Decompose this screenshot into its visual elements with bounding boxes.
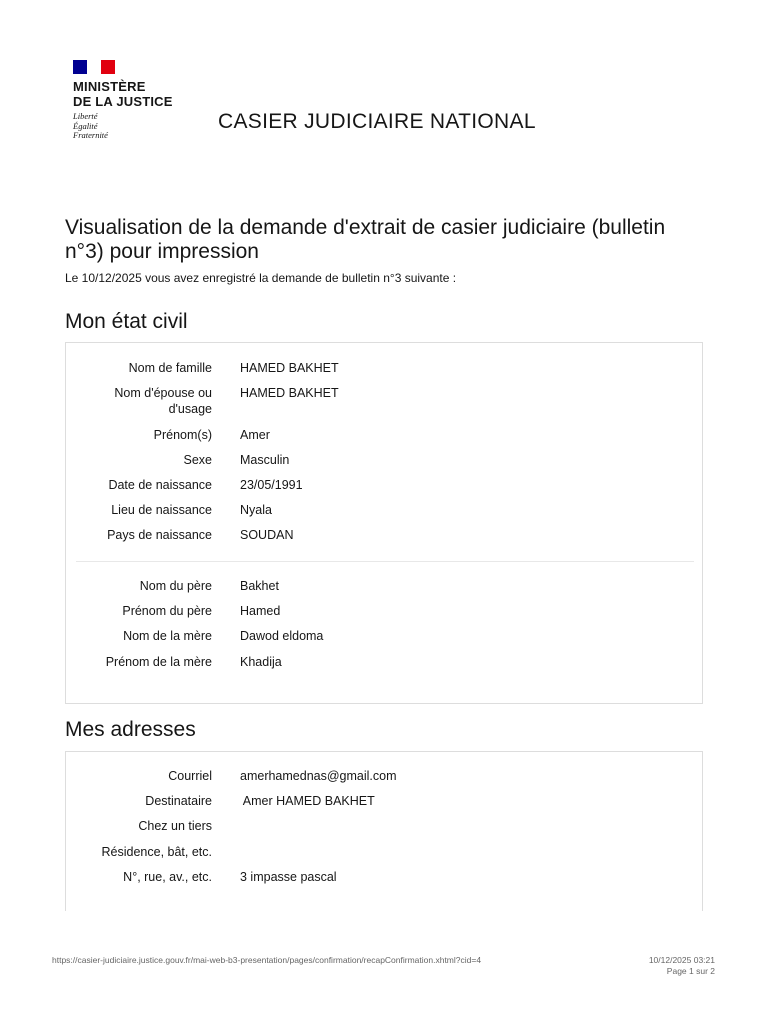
divider <box>76 561 694 562</box>
field-label: Prénom du père <box>122 604 212 618</box>
motto <box>73 112 200 141</box>
marianne-flag-icon <box>73 60 115 74</box>
field-label: Chez un tiers <box>138 819 212 833</box>
ministry-name-line1: MINISTÈRE <box>73 79 146 94</box>
field-value: Bakhet <box>240 579 279 593</box>
field-value: Dawod eldoma <box>240 629 324 643</box>
field-value: Nyala <box>240 503 272 517</box>
field-label: Nom de famille <box>128 361 212 375</box>
field-value: Khadija <box>240 655 282 669</box>
field-label: Courriel <box>168 769 212 783</box>
field-value: SOUDAN <box>240 528 294 542</box>
field-value: Amer <box>240 428 270 442</box>
field-label: N°, rue, av., etc. <box>123 870 212 884</box>
section-title-civil: Mon état civil <box>65 310 188 333</box>
site-title: CASIER JUDICIAIRE NATIONAL <box>218 110 536 133</box>
field-label: Nom d'épouse ou d'usage <box>114 386 212 416</box>
motto-egalite: Égalité <box>73 120 98 131</box>
field-label: Nom de la mère <box>123 629 212 643</box>
footer-url: https://casier-judiciaire.justice.gouv.fr/mai-web-b3-presentation/pages/confirmation/recapConfirmation.xhtml?cid=4 <box>52 955 482 965</box>
field-label: Prénom(s) <box>153 428 212 442</box>
field-label: Lieu de naissance <box>111 503 212 517</box>
civil-status-panel <box>65 342 703 704</box>
field-label: Nom du père <box>139 579 212 593</box>
field-value: Masculin <box>240 453 290 467</box>
field-value: Hamed <box>240 604 281 618</box>
ministry-name-line2: DE LA JUSTICE <box>73 94 173 109</box>
footer-page-number: Page 1 sur 2 <box>666 966 715 976</box>
footer-meta <box>649 955 715 977</box>
section-title-addresses: Mes adresses <box>65 718 196 741</box>
field-value: 23/05/1991 <box>240 478 303 492</box>
page-title: Visualisation de la demande d'extrait de casier judiciaire (bulletin n°3) pour impression <box>65 216 666 263</box>
field-label: Résidence, bât, etc. <box>101 845 212 859</box>
field-value: Amer HAMED BAKHET <box>240 794 375 808</box>
field-label: Pays de naissance <box>107 528 212 542</box>
field-value: HAMED BAKHET <box>240 361 339 375</box>
field-value: 3 impasse pascal <box>240 870 337 884</box>
motto-fraternite: Fraternité <box>73 130 108 140</box>
field-label: Destinataire <box>145 794 212 808</box>
field-value: amerhamednas@gmail.com <box>240 769 397 783</box>
field-label: Sexe <box>183 453 212 467</box>
field-value: HAMED BAKHET <box>240 386 339 400</box>
field-label: Prénom de la mère <box>105 655 212 669</box>
intro-text: Le 10/12/2025 vous avez enregistré la demande de bulletin n°3 suivante : <box>65 271 457 285</box>
motto-liberte: Liberté <box>73 111 98 121</box>
addresses-panel <box>65 751 703 911</box>
field-label: Date de naissance <box>108 478 212 492</box>
ministry-logo <box>70 60 200 150</box>
footer-datetime: 10/12/2025 03:21 <box>648 955 715 965</box>
